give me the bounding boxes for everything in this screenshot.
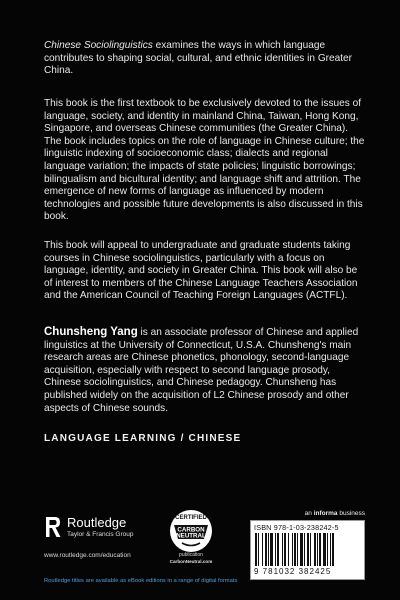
- subject-category: LANGUAGE LEARNING / CHINESE: [44, 433, 242, 444]
- badge-url: CarbonNeutral.com: [169, 559, 213, 564]
- informa-suffix: business: [337, 510, 365, 517]
- book-title: Chinese Sociolinguistics: [44, 40, 153, 51]
- isbn-barcode: [250, 520, 365, 580]
- informa-business-line: [305, 510, 365, 517]
- author-name: Chunsheng Yang: [44, 326, 138, 338]
- author-paragraph: [44, 326, 366, 415]
- ebook-availability-note: Routledge titles are available as eBook editions in a range of digital formats: [44, 578, 238, 584]
- badge-publication-label: publication: [179, 552, 203, 558]
- publisher-name: Routledge: [67, 515, 127, 530]
- publisher-website[interactable]: www.routledge.com/education: [44, 552, 131, 559]
- informa-prefix: an: [304, 510, 314, 517]
- intro-paragraph: [44, 40, 366, 78]
- author-bio: is an associate professor of Chinese and applied linguistics at the University of Connecticut, U.S.A. Chunsheng's main research areas are Chinese phonetics, phonology, second-language acquisition, especially with respect to second language prosody, Chinese sociolinguistics, and Chinese pedagogy. Chunsheng has published widely on the acquisition of L2 Chinese prosody and other aspects of Chinese sounds.: [44, 327, 359, 414]
- badge-neutral: NEUTRAL: [176, 532, 206, 540]
- informa-brand: informa: [313, 510, 338, 517]
- barcode-bars: [253, 533, 361, 567]
- routledge-r-icon: [44, 516, 62, 538]
- badge-carbon: CARBON: [177, 526, 205, 534]
- publisher-logo: [44, 515, 154, 549]
- intro-text: examines the ways in which language contributes to shaping social, cultural, and ethnic identities in Greater China.: [44, 40, 353, 77]
- description-paragraph: This book is the first textbook to be exclusively devoted to the issues of language, society, and identity in mainland China, Taiwan, Hong Kong, Singapore, and overseas Chinese communities (the Greater China). The book includes topics on the role of language in Chinese culture; the linguistic indexing of socioeconomic class; dialects and regional language variation; the impacts of state policies; linguistic borrowings; bilingualism and bicultural identity; and language shift and attrition. The emergence of new forms of language as influenced by modern technologies and possible future developments is also discussed in this book.: [44, 98, 365, 223]
- isbn-number: ISBN 978-1-03-238242-5: [254, 523, 339, 532]
- publisher-group: Taylor & Francis Group: [67, 531, 134, 538]
- barcode-digits: 9 781032 382425: [254, 567, 332, 576]
- badge-certified: CERTIFIED: [175, 515, 207, 521]
- audience-paragraph: This book will appeal to undergraduate and graduate students taking courses in Chinese sociolinguistics, particularly with a focus on language, identity, and society in Greater China. This book will also be of interest to members of the Chinese Language Teachers Association and the American Council of Teaching Foreign Languages (ACTFL).: [44, 240, 358, 302]
